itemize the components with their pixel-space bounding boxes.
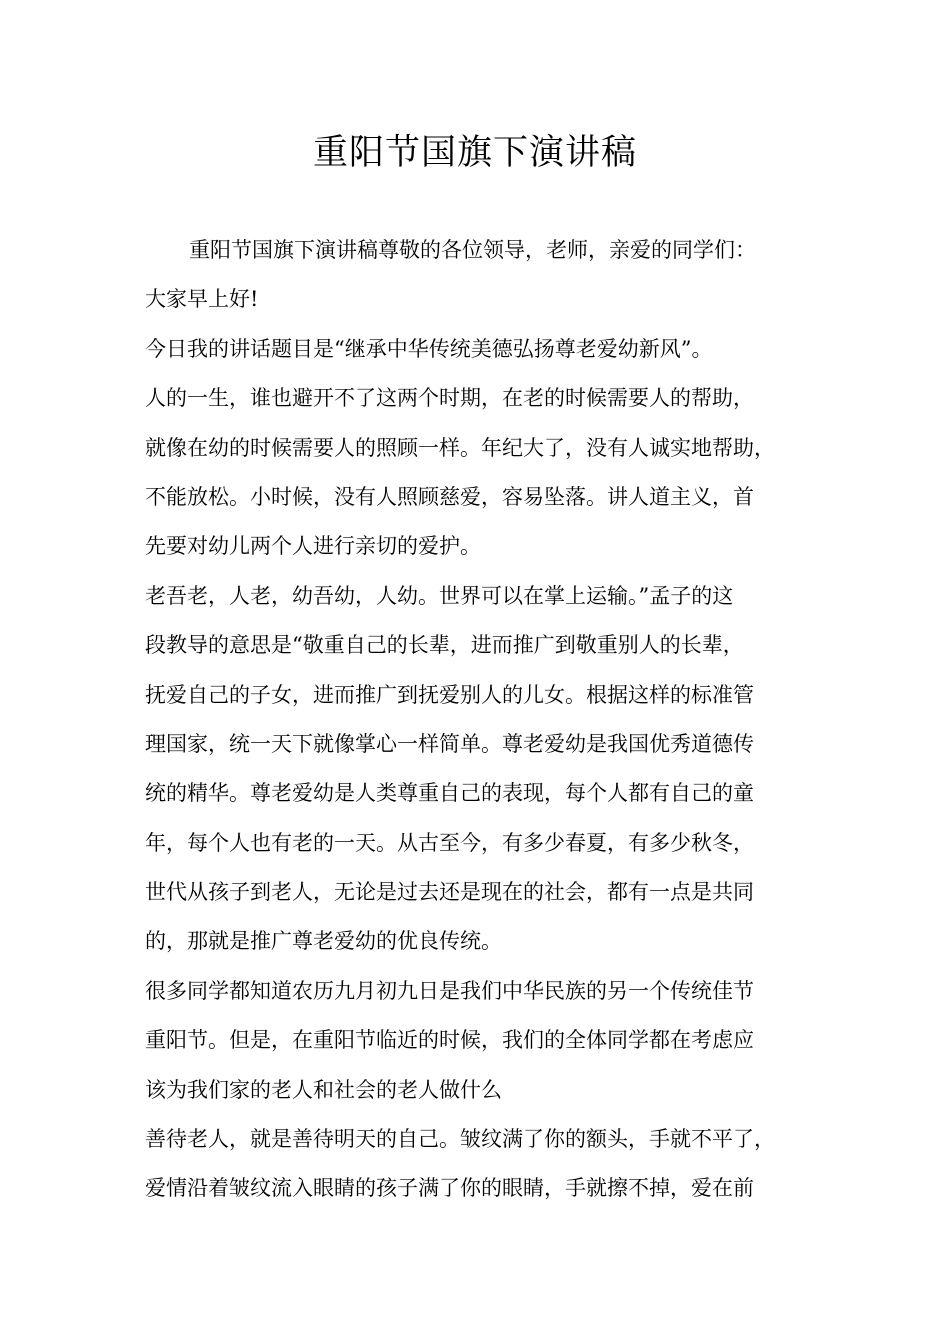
text-line: 先要对幼儿两个人进行亲切的爱护。: [145, 534, 481, 559]
text-line: 世代从孩子到老人，无论是过去还是现在的社会，都有一点是共同: [145, 880, 754, 905]
text-line: 抚爱自己的子女，进而推广到抚爱别人的儿女。根据这样的标准管: [145, 682, 754, 707]
text-line: 的，那就是推广尊老爱幼的优良传统。: [145, 929, 502, 954]
text-line: 该为我们家的老人和社会的老人做什么: [145, 1077, 502, 1102]
text-line: 很多同学都知道农历九月初九日是我们中华民族的另一个传统佳节: [145, 978, 754, 1003]
text-line: 统的精华。尊老爱幼是人类尊重自己的表现，每个人都有自己的童: [145, 781, 754, 806]
text-line: 善待老人，就是善待明天的自己。皱纹满了你的额头，手就不平了，: [145, 1127, 775, 1152]
text-line: 就像在幼的时候需要人的照顾一样。年纪大了，没有人诚实地帮助，: [145, 435, 775, 460]
text-line: 年，每个人也有老的一天。从古至今，有多少春夏，有多少秋冬，: [145, 830, 754, 855]
text-line: 人的一生，谁也避开不了这两个时期，在老的时候需要人的帮助，: [145, 386, 754, 411]
document-title: 重阳节国旗下演讲稿: [312, 133, 637, 173]
text-line: 重阳节国旗下演讲稿尊敬的各位领导，老师，亲爱的同学们：: [189, 238, 756, 262]
document-body: [145, 226, 835, 1214]
text-line: 理国家，统一天下就像掌心一样简单。尊老爱幼是我国优秀道德传: [145, 731, 754, 756]
text-line: 重阳节。但是，在重阳节临近的时候，我们的全体同学都在考虑应: [145, 1028, 754, 1053]
text-line: 大家早上好!: [145, 287, 259, 312]
text-line: 不能放松。小时候，没有人照顾慈爱，容易坠落。讲人道主义，首: [145, 484, 754, 509]
text-line: 今日我的讲话题目是“继承中华传统美德弘扬尊老爱幼新风”。: [145, 336, 713, 361]
text-line: 爱情沿着皱纹流入眼睛的孩子满了你的眼睛，手就擦不掉，爱在前: [145, 1176, 754, 1201]
text-line: 老吾老，人老，幼吾幼，人幼。世界可以在掌上运输。”孟子的这: [145, 583, 734, 608]
text-line: 段教导的意思是“敬重自己的长辈，进而推广到敬重别人的长辈，: [145, 633, 744, 658]
